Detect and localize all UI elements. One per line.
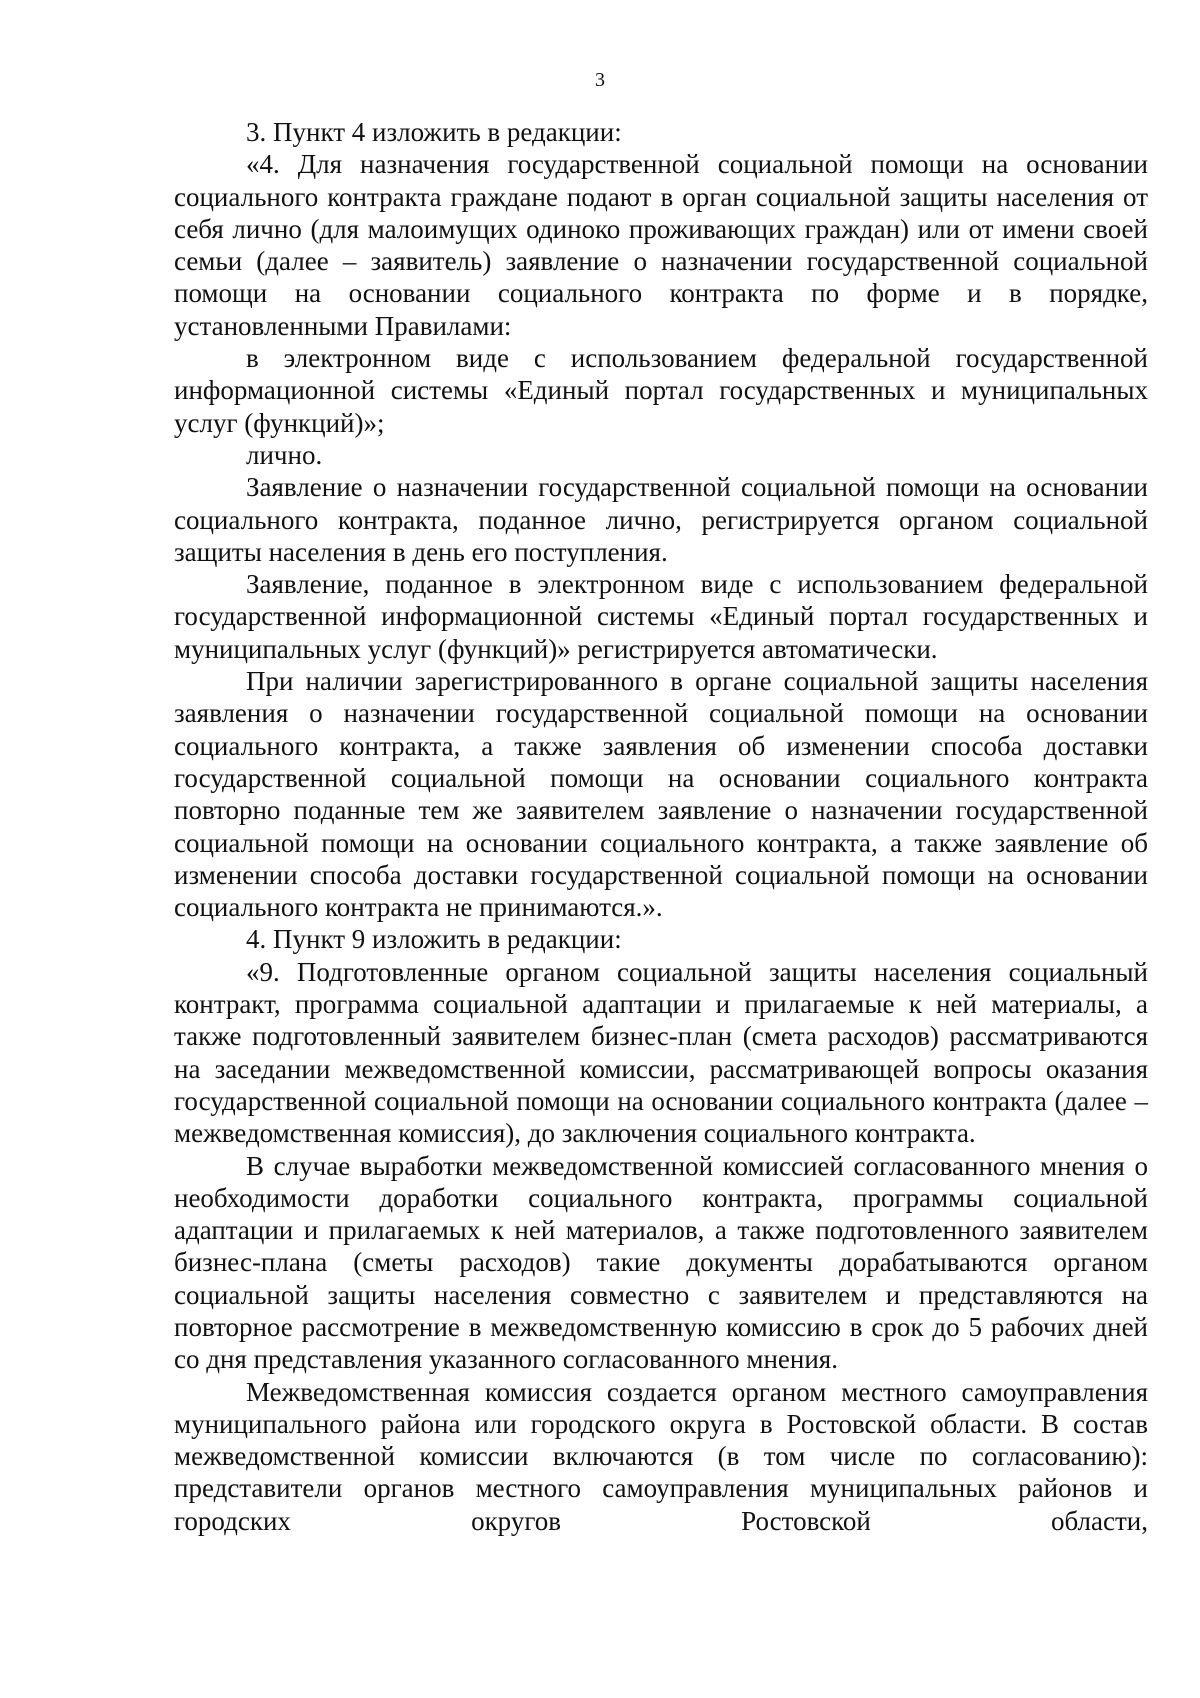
paragraph-personal-submission: лично. bbox=[246, 439, 323, 470]
paragraph-repeat-applications: При наличии зарегистрированного в органе социальной защиты населения заявления о назначении государственной социальной помощи на основании социального контракта, а также заявления об изменении способа доставки государственной социальной помощи на основании социального контракта повторно поданные тем же заявителем заявление о назначении государственной социальной помощи на основании социального контракта, а также заявление об изменении способа доставки государственной социальной помощи на основании социального контракта не принимаются.». bbox=[174, 666, 1148, 923]
paragraph-item-9-text: «9. Подготовленные органом социальной защиты населения социальный контракт, программа социальной адаптации и прилагаемые к ней материалы, а также подготовленный заявителем бизнес-план (смета расходов) рассматриваются на заседании межведомственной комиссии, рассматривающей вопросы оказания государственной социальной помощи на основании социального контракта (далее – межведомственная комиссия), до заключения социального контракта. bbox=[174, 956, 1148, 1149]
paragraph-item-4-heading: 4. Пункт 9 изложить в редакции: bbox=[246, 924, 622, 955]
document-body bbox=[174, 116, 1148, 1537]
paragraph-commission-revision: В случае выработки межведомственной комиссией согласованного мнения о необходимости доработки социального контракта, программы социальной адаптации и прилагаемых к ней материалов, а также подготовленного заявителем бизнес-плана (сметы расходов) такие документы дорабатываются органом социальной защиты населения совместно с заявителем и представляются на повторное рассмотрение в межведомственную комиссию в срок до 5 рабочих дней со дня представления указанного согласованного мнения. bbox=[174, 1150, 1148, 1375]
paragraph-personal-registration: Заявление о назначении государственной социальной помощи на основании социального контракта, поданное лично, регистрируется органом социальной защиты населения в день его поступления. bbox=[174, 472, 1148, 567]
paragraph-commission-composition: Межведомственная комиссия создается органом местного самоуправления муниципального района или городского округа в Ростовской области. В состав межведомственной комиссии включаются (в том числе по согласованию): представители органов местного самоуправления муниципальных районов и городских округов Ростовской области, bbox=[174, 1376, 1148, 1536]
page-number: 3 bbox=[595, 69, 605, 91]
paragraph-electronic-registration: Заявление, поданное в электронном виде с использованием федеральной государственной информационной системы «Единый портал государственных и муниципальных услуг (функций)» регистрируется автоматически. bbox=[174, 569, 1148, 664]
paragraph-electronic-submission: в электронном виде с использованием федеральной государственной информационной системы «Единый портал государственных и муниципальных услуг (функций)»; bbox=[174, 343, 1148, 438]
paragraph-item-3-heading: 3. Пункт 4 изложить в редакции: bbox=[246, 117, 622, 147]
paragraph-item-4-text: «4. Для назначения государственной социальной помощи на основании социального контракта граждане подают в орган социальной защиты населения от себя лично (для малоимущих одиноко проживающих граждан) или от имени своей семьи (далее – заявитель) заявление о назначении государственной социальной помощи на основании социального контракта по форме и в порядке, установленными Правилами: bbox=[174, 149, 1148, 341]
